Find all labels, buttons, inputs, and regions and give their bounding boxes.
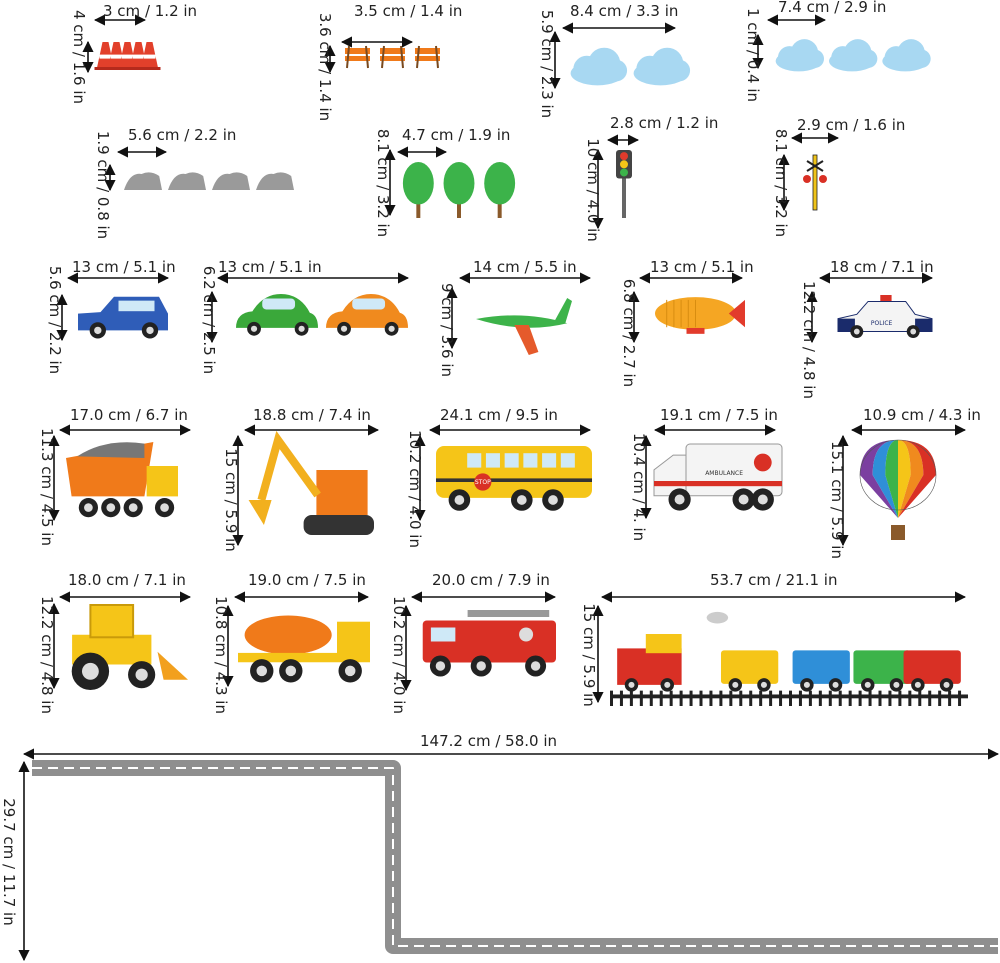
airplane-width-label: 14 cm / 5.5 in [473,258,577,276]
barriers-width-label: 3.5 cm / 1.4 in [354,2,463,20]
trees-height-label: 8.1 cm / 3.2 in [374,128,392,238]
railroad-signal-icon [803,155,827,210]
clouds-big-height-label: 5.9 cm / 2.3 in [538,9,556,119]
traffic-light-height-label: 10 cm / 4.0 in [584,138,602,242]
beetles-width-label: 13 cm / 5.1 in [218,258,322,276]
tractor-height-label: 12.2 cm / 4.8 in [38,596,56,714]
cones-width-label: 3 cm / 1.2 in [103,2,198,20]
fire-truck-width-label: 20.0 cm / 7.9 in [432,571,550,589]
police-car-height-label: 12.2 cm / 4.8 in [800,281,818,399]
blimp-icon [655,297,745,334]
fire-truck-icon [423,610,556,677]
train-height-label: 15 cm / 5.9 in [580,603,598,707]
clouds-big-width-label: 8.4 cm / 3.3 in [570,2,679,20]
hot-air-balloon-icon [860,440,936,540]
clouds-small-height-label: 1 cm / 0.4 in [744,7,762,103]
school-bus-width-label: 24.1 cm / 9.5 in [440,406,558,424]
rocks-height-label: 1.9 cm / 0.8 in [94,130,112,240]
stop-sign-text: STOP [474,479,491,487]
beetle-car-icon [236,294,408,336]
excavator-height-label: 15 cm / 5.9 in [222,448,240,552]
cloud-icon [776,39,931,71]
cone-icon [95,42,161,70]
ambulance-icon [654,444,782,511]
traffic-light-width-label: 2.8 cm / 1.2 in [610,114,719,132]
beetles-height-label: 6.2 cm / 2.5 in [200,265,218,375]
barrier-icon [345,46,440,68]
railroad-signal-height-label: 8.1 cm / 3.2 in [772,128,790,238]
school-bus-icon [436,446,592,511]
barriers-height-label: 3.6 cm / 1.4 in [316,12,334,122]
blimp-height-label: 6.8 cm / 2.7 in [620,278,638,388]
clouds-small-width-label: 7.4 cm / 2.9 in [778,0,887,16]
ambulance-width-label: 19.1 cm / 7.5 in [660,406,778,424]
dump-truck-height-label: 11.3 cm / 4.5 in [38,428,56,546]
school-bus-height-label: 10.2 cm / 4.0 in [406,430,424,548]
railroad-signal-width-label: 2.9 cm / 1.6 in [797,116,906,134]
dump-truck-icon [66,442,178,517]
hot-air-balloon-height-label: 15.1 cm / 5.9 in [828,441,846,559]
cement-mixer-width-label: 19.0 cm / 7.5 in [248,571,366,589]
tractor-width-label: 18.0 cm / 7.1 in [68,571,186,589]
dump-truck-width-label: 17.0 cm / 6.7 in [70,406,188,424]
ambulance-height-label: 10.4 cm / 4. in [630,432,648,542]
airplane-icon [476,298,572,355]
ambulance-text: AMBULANCE [705,470,744,478]
airplane-height-label: 9 cm / 3.6 in [438,282,456,378]
fire-truck-height-label: 10.2 cm / 4.0 in [390,596,408,714]
cement-mixer-icon [238,615,370,682]
trees-width-label: 4.7 cm / 1.9 in [402,126,511,144]
excavator-width-label: 18.8 cm / 7.4 in [253,406,371,424]
sticker-art-layer [32,39,998,946]
suv-height-label: 5.6 cm / 2.2 in [46,265,64,375]
hot-air-balloon-width-label: 10.9 cm / 4.3 in [863,406,981,424]
traffic-light-icon [616,150,632,218]
police-car-width-label: 18 cm / 7.1 in [830,258,934,276]
police-car-icon [838,295,932,338]
road-width-label: 147.2 cm / 58.0 in [420,732,557,750]
train-icon [610,612,968,706]
road-height-label: 29.7 cm / 11.7 in [0,798,18,926]
blimp-width-label: 13 cm / 5.1 in [650,258,754,276]
rocks-width-label: 5.6 cm / 2.2 in [128,126,237,144]
rock-icon [124,172,294,190]
cloud-icon [571,48,690,86]
excavator-icon [249,440,374,535]
cement-mixer-height-label: 10.8 cm / 4.3 in [212,596,230,714]
suv-icon [78,297,168,339]
road-icon [32,768,998,946]
cones-height-label: 4 cm / 1.6 in [70,9,88,105]
train-width-label: 53.7 cm / 21.1 in [710,571,838,589]
suv-width-label: 13 cm / 5.1 in [72,258,176,276]
tractor-icon [72,605,188,690]
tree-icon [403,162,515,218]
police-text: POLICE [870,320,893,328]
